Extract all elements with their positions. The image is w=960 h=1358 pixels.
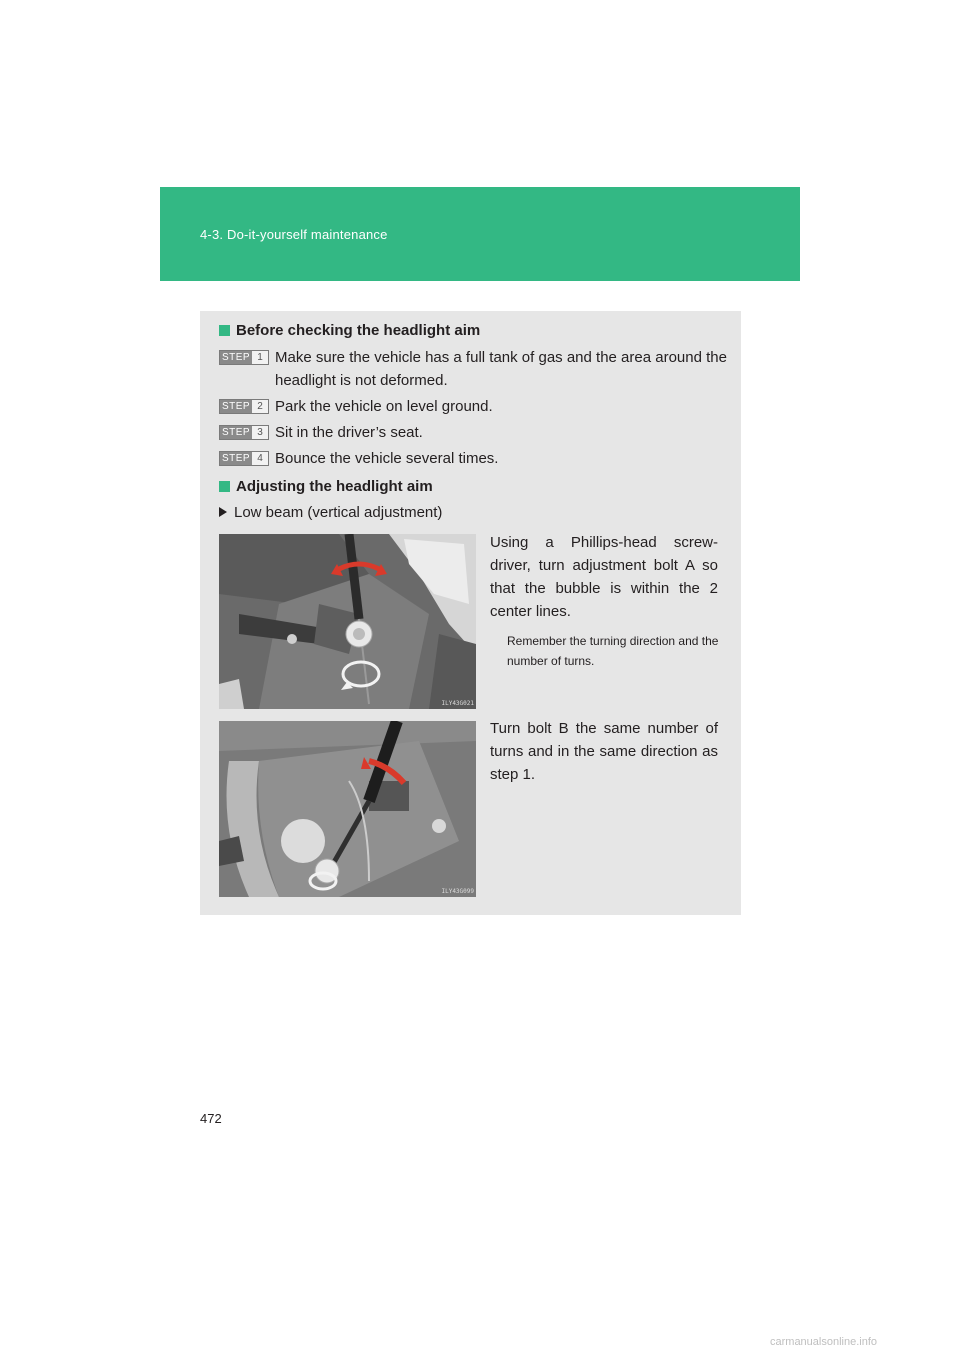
bolt-b-description: Turn bolt B the same number of turns and in the same direction as step 1.	[490, 720, 718, 783]
step-4-row	[219, 447, 740, 470]
step-badge-number: 1	[257, 352, 263, 363]
step-1-text: Make sure the vehicle has a full tank of gas and the area around the headlight is not deformed.	[275, 349, 727, 389]
square-bullet-icon	[219, 481, 230, 492]
bolt-b-illustration	[219, 721, 476, 897]
image-code: ILY43G021	[441, 700, 474, 707]
step-badge-label: STEP	[221, 352, 251, 363]
adjusting-heading	[219, 478, 433, 495]
low-beam-bullet	[219, 504, 442, 521]
step-badge	[219, 425, 269, 440]
bolt-a-note: Remember the turning direction and the number of turns.	[507, 634, 719, 668]
bolt-a-description: Using a Phillips-head screw-driver, turn adjustment bolt A so that the bubble is within the 2 center lines.	[490, 534, 718, 620]
step-badge-label: STEP	[221, 427, 251, 438]
step-2-row	[219, 395, 740, 418]
bolt-a-photo-graphic	[219, 534, 476, 709]
triangle-bullet-icon	[219, 507, 227, 517]
low-beam-label: Low beam (vertical adjustment)	[234, 504, 443, 521]
step-badge-label: STEP	[221, 401, 251, 412]
step-badge-number: 2	[257, 401, 263, 412]
step-badge-label: STEP	[221, 453, 251, 464]
bolt-a-illustration	[219, 534, 476, 709]
step-3-text: Sit in the driver’s seat.	[275, 424, 423, 441]
step-1-row	[219, 346, 740, 392]
adjusting-heading-text: Adjusting the headlight aim	[236, 478, 433, 495]
page-number: 472	[200, 1111, 222, 1126]
instruction-panel	[200, 311, 741, 915]
before-check-heading-text: Before checking the headlight aim	[236, 322, 481, 339]
section-title: 4-3. Do-it-yourself maintenance	[200, 227, 388, 242]
watermark: carmanualsonline.info	[770, 1336, 878, 1348]
step-badge	[219, 451, 269, 466]
bolt-b-photo-graphic	[219, 721, 476, 897]
step-badge-number: 4	[257, 453, 263, 464]
section-header-band	[160, 187, 800, 281]
step-badge-number: 3	[257, 427, 263, 438]
step-3-row	[219, 421, 740, 444]
step-4-text: Bounce the vehicle several times.	[275, 450, 499, 467]
step-badge	[219, 399, 269, 414]
square-bullet-icon	[219, 325, 230, 336]
step-badge	[219, 350, 269, 365]
step-2-text: Park the vehicle on level ground.	[275, 398, 493, 415]
before-check-heading	[219, 322, 480, 339]
image-code: ILY43G099	[441, 888, 474, 895]
